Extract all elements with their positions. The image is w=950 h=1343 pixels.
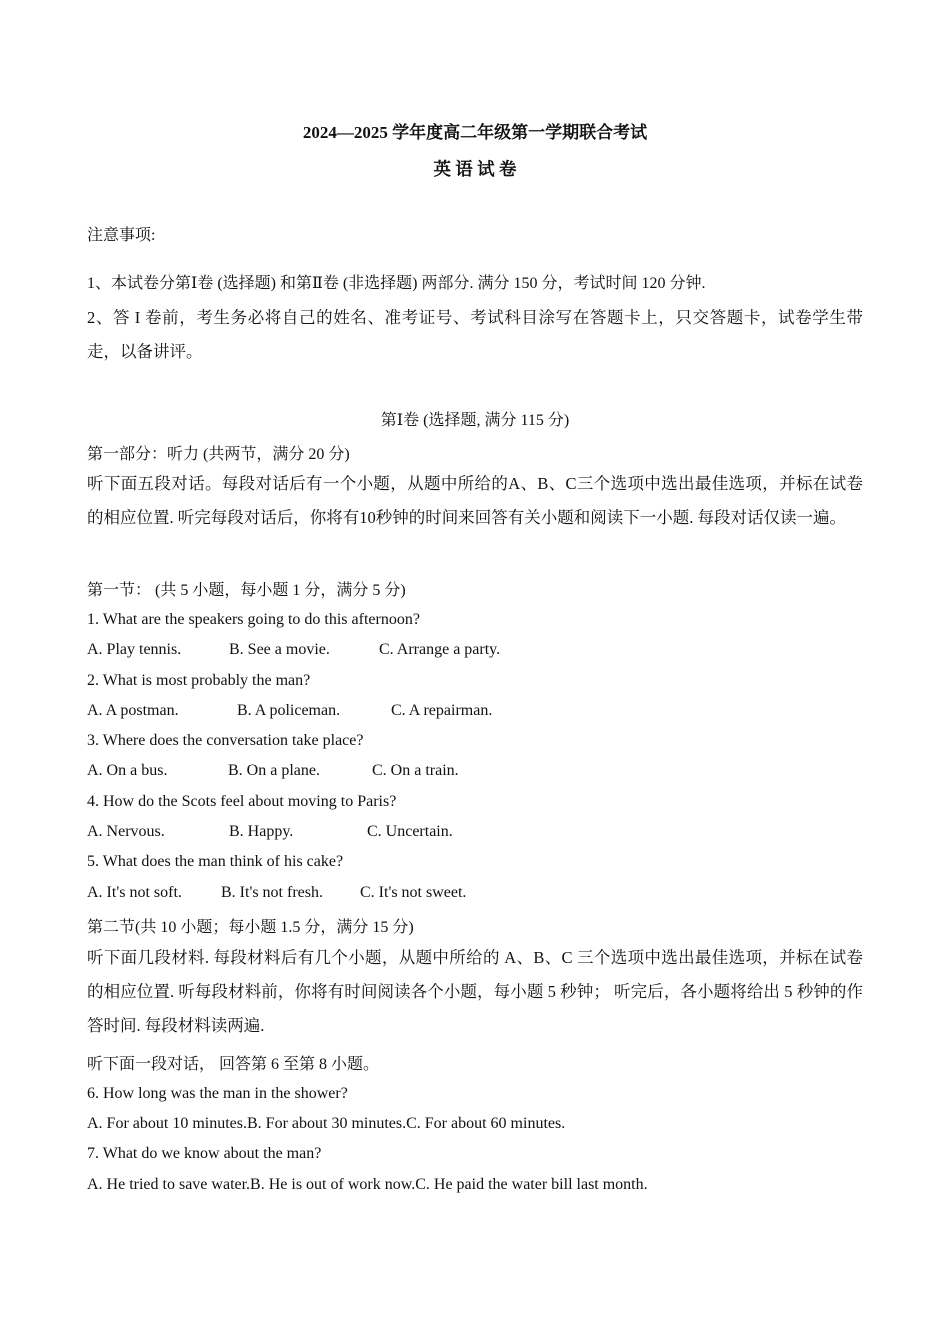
question-7: 7. What do we know about the man? xyxy=(87,1145,322,1162)
option-b: B. It's not fresh. xyxy=(221,884,323,901)
question-5: 5. What does the man think of his cake? xyxy=(87,853,344,870)
option-c: C. Uncertain. xyxy=(367,823,453,840)
option-a: A. A postman. xyxy=(87,702,179,719)
question-4: 4. How do the Scots feel about moving to Paris? xyxy=(87,793,397,810)
option-a: A. Nervous. xyxy=(87,823,165,840)
part1-heading: 第一部分：听力 (共两节，满分 20 分) xyxy=(87,446,350,463)
exam-title: 2024—2025 学年度高二年级第一学期联合考试 xyxy=(302,123,648,142)
exam-subtitle: 英 语 试 卷 xyxy=(433,159,517,179)
notice-item-1: 1、本试卷分第Ⅰ卷 (选择题) 和第Ⅱ卷 (非选择题) 两部分. 满分 150 分，考试时间 120 分钟. xyxy=(87,275,706,292)
question-2: 2. What is most probably the man? xyxy=(87,672,311,689)
question-4-options xyxy=(87,823,453,841)
option-b: B. Happy. xyxy=(229,823,294,840)
option-b: B. A policeman. xyxy=(237,702,341,719)
question-1-options xyxy=(87,641,500,659)
option-a: A. It's not soft. xyxy=(87,884,182,901)
question-1: 1. What are the speakers going to do this afternoon? xyxy=(87,611,420,628)
question-6: 6. How long was the man in the shower? xyxy=(87,1085,348,1102)
option-a: A. On a bus. xyxy=(87,762,168,779)
notice-item-2: 2、答 I 卷前，考生务必将自己的姓名、准考证号、考试科目涂写在答题卡上，只交答题卡，试卷学生带走，以备讲评。 xyxy=(87,308,863,361)
question-3-options xyxy=(87,762,459,780)
dialog-intro: 听下面一段对话， 回答第 6 至第 8 小题。 xyxy=(87,1056,380,1073)
option-b: B. See a movie. xyxy=(229,641,330,658)
option-a: A. Play tennis. xyxy=(87,641,182,658)
question-5-options xyxy=(87,884,466,902)
notice-heading: 注意事项: xyxy=(87,227,156,244)
volume-heading: 第Ⅰ卷 (选择题, 满分 115 分) xyxy=(380,412,570,429)
section2-instructions: 听下面几段材料. 每段材料后有几个小题，从题中所给的 A、B、C 三个选项中选出最佳选项，并标在试卷的相应位置. 听每段材料前，你将有时间阅读各个小题，每小题 5 秒钟； 听完后，各小题将给出 5 秒钟的作答时间. 每段材料读两遍. xyxy=(87,948,863,1035)
option-c: C. A repairman. xyxy=(391,702,493,719)
question-7-options: A. He tried to save water.B. He is out of work now.C. He paid the water bill last month. xyxy=(87,1176,648,1193)
option-c: C. On a train. xyxy=(372,762,459,779)
option-c: C. It's not sweet. xyxy=(360,884,467,901)
part1-instructions: 听下面五段对话。每段对话后有一个小题，从题中所给的A、B、C三个选项中选出最佳选项，并标在试卷的相应位置. 听完每段对话后，你将有10秒钟的时间来回答有关小题和阅读下一小题. 每段对话仅读一遍。 xyxy=(87,474,863,527)
section2-heading: 第二节(共 10 小题；每小题 1.5 分，满分 15 分) xyxy=(87,919,414,936)
question-2-options xyxy=(87,702,492,720)
section1-heading: 第一节： (共 5 小题，每小题 1 分，满分 5 分) xyxy=(87,582,406,599)
question-6-options: A. For about 10 minutes.B. For about 30 minutes.C. For about 60 minutes. xyxy=(87,1115,566,1132)
question-3: 3. Where does the conversation take place? xyxy=(87,732,364,749)
option-b: B. On a plane. xyxy=(228,762,320,779)
option-c: C. Arrange a party. xyxy=(379,641,501,658)
